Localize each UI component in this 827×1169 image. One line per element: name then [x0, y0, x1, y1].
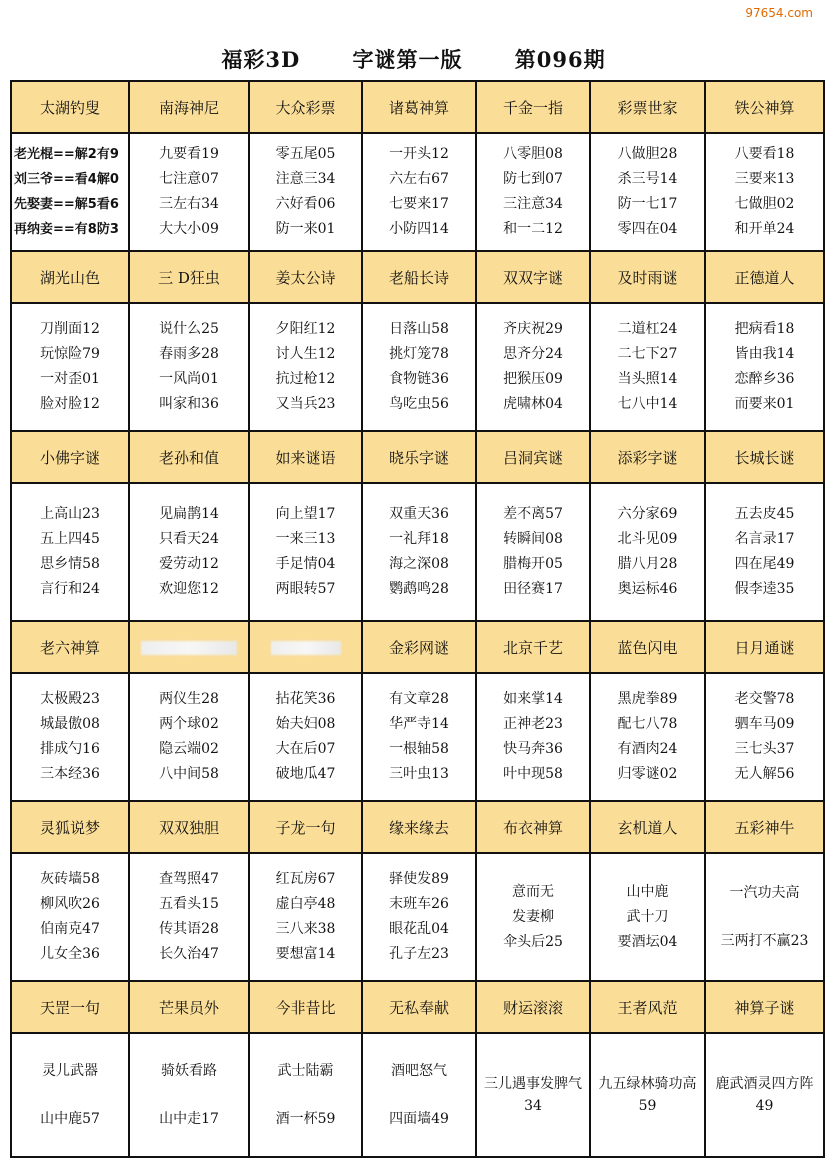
column-header: 小佛字谜 — [11, 431, 129, 483]
riddle-line: 四在尾49 — [734, 556, 795, 572]
column-header: 双双独胆 — [129, 801, 249, 853]
riddle-line: 玩惊险79 — [40, 346, 100, 362]
riddle-line: 名言录17 — [734, 531, 795, 547]
riddle-line: 脸对脸12 — [40, 396, 100, 412]
riddle-line: 意而无 — [512, 883, 554, 900]
riddle-line: 小防四14 — [389, 221, 449, 237]
riddle-line: 日落山58 — [389, 321, 449, 337]
riddle-line: 刘三爷==看4解0 — [14, 172, 119, 187]
riddle-line: 孔子左23 — [389, 946, 449, 962]
riddle-line: 始夫妇08 — [275, 716, 336, 732]
header-row — [11, 251, 824, 303]
riddle-line: 讨人生12 — [275, 346, 336, 362]
riddle-line: 山中鹿57 — [40, 1111, 100, 1127]
riddle-line: 酒一杯59 — [275, 1111, 336, 1127]
column-header: 北京千艺 — [476, 621, 590, 673]
riddle-line: 九五绿林骑功高59 — [598, 1076, 697, 1114]
riddle-line: 说什么25 — [159, 321, 219, 337]
riddle-line: 奥运标46 — [617, 581, 678, 597]
column-header: 子龙一句 — [249, 801, 362, 853]
riddle-line: 城最傲08 — [40, 716, 100, 732]
riddle-line: 七注意07 — [159, 171, 219, 187]
riddle-line: 武士陆霸 — [277, 1063, 334, 1079]
riddle-line: 先娶妻==解5看6 — [14, 197, 119, 212]
riddle-line: 黑虎拳89 — [617, 691, 678, 707]
riddle-row — [11, 673, 824, 801]
riddle-line: 骑妖看路 — [161, 1063, 217, 1079]
riddle-line: 三八来38 — [275, 921, 336, 937]
riddle-line: 三叶虫13 — [389, 766, 449, 782]
column-header: 铁公神算 — [705, 81, 824, 133]
riddle-cell — [11, 673, 129, 801]
column-header: 芒果员外 — [129, 981, 249, 1033]
column-header: 财运滚滚 — [476, 981, 590, 1033]
riddle-cell — [705, 483, 824, 621]
riddle-line: 三注意34 — [503, 196, 563, 212]
riddle-cell — [705, 133, 824, 251]
riddle-cell — [476, 673, 590, 801]
riddle-cell — [705, 673, 824, 801]
riddle-line: 伯南克47 — [40, 921, 100, 937]
riddle-cell — [129, 673, 249, 801]
column-header: 双双字谜 — [476, 251, 590, 303]
riddle-line: 一来三13 — [275, 531, 336, 547]
riddle-line: 思齐分24 — [503, 346, 563, 362]
riddle-line: 把病看18 — [734, 321, 795, 337]
riddle-line: 和一二12 — [503, 221, 563, 237]
column-header: 如来谜语 — [249, 431, 362, 483]
riddle-line: 齐庆祝29 — [503, 321, 563, 337]
riddle-line: 七做胆02 — [734, 196, 795, 212]
riddle-line: 三两打不赢23 — [720, 933, 809, 949]
header-row — [11, 431, 824, 483]
riddle-line: 叶中现58 — [503, 766, 563, 782]
riddle-line: 再纳妾==有8防3 — [14, 222, 119, 237]
riddle-line: 和开单24 — [734, 221, 795, 237]
column-header: 姜太公诗 — [249, 251, 362, 303]
riddle-line: 假李逵35 — [734, 581, 795, 597]
riddle-row — [11, 483, 824, 621]
column-header: 王者风范 — [590, 981, 705, 1033]
riddle-cell — [11, 483, 129, 621]
riddle-line: 四面墙49 — [389, 1111, 449, 1127]
riddle-row — [11, 1033, 824, 1157]
riddle-line: 发妻柳 — [512, 908, 554, 925]
column-header: 五彩神牛 — [705, 801, 824, 853]
riddle-line: 酒吧怒气 — [391, 1063, 447, 1079]
riddle-line: 长久治47 — [159, 946, 219, 962]
riddle-line: 要酒坛04 — [617, 933, 678, 950]
riddle-line: 上高山23 — [40, 506, 100, 522]
riddle-line: 虎啸林04 — [503, 396, 563, 412]
column-header: 千金一指 — [476, 81, 590, 133]
riddle-cell — [11, 853, 129, 981]
riddle-line: 把猴压09 — [503, 371, 563, 387]
page-title — [0, 44, 827, 74]
riddle-line: 大在后07 — [275, 741, 336, 757]
riddle-cell — [590, 133, 705, 251]
riddle-line: 一风尚01 — [159, 371, 219, 387]
title-lottery: 福彩3D — [221, 47, 301, 72]
riddle-line: 鹦鹉鸣28 — [389, 581, 449, 597]
riddle-line: 五去皮45 — [734, 506, 795, 522]
riddle-line: 九要看19 — [159, 146, 219, 162]
riddle-line: 末班车26 — [389, 896, 449, 912]
riddle-line: 虚白亭48 — [275, 896, 336, 912]
column-header: 南海神尼 — [129, 81, 249, 133]
watermark: 97654.com — [745, 6, 813, 20]
header-row — [11, 981, 824, 1033]
column-header — [129, 621, 249, 673]
riddle-line: 儿女全36 — [40, 946, 100, 962]
riddle-line: 八要看18 — [734, 146, 795, 162]
riddle-line: 柳风吹26 — [40, 896, 100, 912]
riddle-cell — [476, 1033, 590, 1157]
riddle-line: 眼花乱04 — [389, 921, 449, 937]
riddle-line: 两仪生28 — [159, 691, 219, 707]
riddle-line: 五看头15 — [159, 896, 219, 912]
blurred-header — [141, 641, 237, 655]
riddle-cell — [476, 483, 590, 621]
riddle-line: 皆由我14 — [734, 346, 795, 362]
riddle-line: 言行和24 — [40, 581, 100, 597]
column-header: 神算子谜 — [705, 981, 824, 1033]
riddle-line: 要想富14 — [275, 946, 336, 962]
riddle-line: 向上望17 — [275, 506, 336, 522]
riddle-line: 太极殿23 — [40, 691, 100, 707]
riddle-line: 两眼转57 — [275, 581, 336, 597]
riddle-line: 思乡情58 — [40, 556, 100, 572]
riddle-cell — [705, 1033, 824, 1157]
riddle-line: 六分家69 — [617, 506, 678, 522]
riddle-line: 六好看06 — [275, 196, 336, 212]
column-header: 三 D狂虫 — [129, 251, 249, 303]
riddle-cell — [590, 673, 705, 801]
riddle-line: 转瞬间08 — [503, 531, 563, 547]
riddle-line: 鸟吃虫56 — [389, 396, 449, 412]
riddle-line: 有文章28 — [389, 691, 449, 707]
riddle-cell — [705, 303, 824, 431]
riddle-cell — [705, 853, 824, 981]
riddle-row — [11, 853, 824, 981]
riddle-line: 叫家和36 — [159, 396, 219, 412]
riddle-line: 归零谜02 — [617, 766, 678, 782]
column-header: 诸葛神算 — [362, 81, 476, 133]
riddle-line: 老光棍==解2有9 — [14, 147, 119, 162]
riddle-line: 零五尾05 — [275, 146, 336, 162]
riddle-line: 七八中14 — [617, 396, 678, 412]
riddle-cell — [249, 673, 362, 801]
riddle-line: 驷车马09 — [734, 716, 795, 732]
riddle-cell — [362, 483, 476, 621]
riddle-cell — [362, 853, 476, 981]
riddle-line: 八做胆28 — [617, 146, 678, 162]
riddle-cell — [590, 303, 705, 431]
riddle-line: 双重天36 — [389, 506, 449, 522]
riddle-line: 见扁鹊14 — [159, 506, 219, 522]
column-header: 天罡一句 — [11, 981, 129, 1033]
column-header: 老孙和值 — [129, 431, 249, 483]
riddle-line: 手足情04 — [275, 556, 336, 572]
column-header: 布衣神算 — [476, 801, 590, 853]
column-header: 湖光山色 — [11, 251, 129, 303]
riddle-cell — [476, 133, 590, 251]
column-header: 无私奉献 — [362, 981, 476, 1033]
riddle-line: 伞头后25 — [503, 933, 563, 950]
column-header: 太湖钓叟 — [11, 81, 129, 133]
column-header: 长城长谜 — [705, 431, 824, 483]
header-row — [11, 81, 824, 133]
header-row — [11, 621, 824, 673]
riddle-cell — [11, 1033, 129, 1157]
title-edition: 字谜第一版 — [352, 47, 463, 72]
column-header: 及时雨谜 — [590, 251, 705, 303]
riddle-line: 拈花笑36 — [275, 691, 336, 707]
column-header — [249, 621, 362, 673]
riddle-line: 排成勺16 — [40, 741, 100, 757]
riddle-line: 差不离57 — [503, 506, 563, 522]
riddle-line: 隐云端02 — [159, 741, 219, 757]
riddle-cell — [590, 483, 705, 621]
riddle-line: 山中鹿 — [626, 883, 669, 900]
riddle-table — [10, 80, 825, 1158]
column-header: 金彩网谜 — [362, 621, 476, 673]
column-header: 吕洞宾谜 — [476, 431, 590, 483]
riddle-cell — [249, 483, 362, 621]
column-header: 玄机道人 — [590, 801, 705, 853]
riddle-row — [11, 133, 824, 251]
riddle-line: 三七头37 — [734, 741, 795, 757]
riddle-line: 如来掌14 — [503, 691, 563, 707]
riddle-cell — [11, 133, 129, 251]
riddle-line: 零四在04 — [617, 221, 678, 237]
column-header: 晓乐字谜 — [362, 431, 476, 483]
riddle-line: 杀三号14 — [617, 171, 678, 187]
riddle-line: 一根轴58 — [389, 741, 449, 757]
riddle-line: 有酒肉24 — [617, 741, 678, 757]
riddle-line: 而要来01 — [734, 396, 795, 412]
riddle-cell — [590, 853, 705, 981]
riddle-line: 山中走17 — [159, 1111, 219, 1127]
riddle-line: 鹿武酒灵四方阵49 — [715, 1076, 814, 1114]
riddle-cell — [249, 303, 362, 431]
column-header: 老船长诗 — [362, 251, 476, 303]
riddle-line: 六左右67 — [389, 171, 449, 187]
column-header: 添彩字谜 — [590, 431, 705, 483]
riddle-line: 恋醉乡36 — [734, 371, 795, 387]
riddle-line: 红瓦房67 — [275, 871, 336, 887]
column-header: 蓝色闪电 — [590, 621, 705, 673]
riddle-line: 抗过枪12 — [275, 371, 336, 387]
riddle-line: 大大小09 — [159, 221, 219, 237]
riddle-cell — [129, 303, 249, 431]
blurred-header — [271, 641, 341, 655]
riddle-line: 灵儿武器 — [42, 1063, 98, 1079]
riddle-line: 当头照14 — [617, 371, 678, 387]
title-issue: 第096期 — [514, 47, 606, 72]
riddle-line: 刀削面12 — [40, 321, 100, 337]
column-header: 正德道人 — [705, 251, 824, 303]
riddle-line: 五上四45 — [40, 531, 100, 547]
column-header: 灵狐说梦 — [11, 801, 129, 853]
riddle-line: 一开头12 — [389, 146, 449, 162]
riddle-line: 欢迎您12 — [159, 581, 219, 597]
riddle-line: 食物链36 — [389, 371, 449, 387]
riddle-line: 春雨多28 — [159, 346, 219, 362]
riddle-line: 二七下27 — [617, 346, 678, 362]
riddle-cell — [362, 133, 476, 251]
riddle-cell — [129, 133, 249, 251]
riddle-line: 防一来01 — [275, 221, 336, 237]
column-header: 日月通谜 — [705, 621, 824, 673]
riddle-line: 一汽功夫高 — [729, 885, 800, 901]
riddle-line: 八零胆08 — [503, 146, 563, 162]
riddle-line: 防一七17 — [617, 196, 678, 212]
riddle-line: 八中间58 — [159, 766, 219, 782]
riddle-line: 只看天24 — [159, 531, 219, 547]
riddle-line: 正神老23 — [503, 716, 563, 732]
riddle-line: 七要来17 — [389, 196, 449, 212]
riddle-line: 无人解56 — [734, 766, 795, 782]
riddle-cell — [249, 853, 362, 981]
riddle-cell — [476, 853, 590, 981]
riddle-line: 爱劳动12 — [159, 556, 219, 572]
column-header: 今非昔比 — [249, 981, 362, 1033]
riddle-cell — [476, 303, 590, 431]
riddle-line: 注意三34 — [275, 171, 336, 187]
riddle-line: 两个球02 — [159, 716, 219, 732]
riddle-line: 配七八78 — [617, 716, 678, 732]
riddle-cell — [129, 1033, 249, 1157]
riddle-cell — [129, 853, 249, 981]
riddle-line: 腊八月28 — [617, 556, 678, 572]
column-header: 老六神算 — [11, 621, 129, 673]
riddle-line: 一礼拜18 — [389, 531, 449, 547]
riddle-line: 查驾照47 — [159, 871, 219, 887]
riddle-line: 三儿遇事发脾气34 — [484, 1076, 582, 1114]
riddle-line: 三左右34 — [159, 196, 219, 212]
riddle-row — [11, 303, 824, 431]
riddle-cell — [590, 1033, 705, 1157]
riddle-cell — [362, 673, 476, 801]
riddle-line: 快马奔36 — [503, 741, 563, 757]
riddle-line: 华严寺14 — [389, 716, 449, 732]
riddle-line: 传其语28 — [159, 921, 219, 937]
riddle-line: 夕阳红12 — [275, 321, 336, 337]
riddle-cell — [249, 133, 362, 251]
riddle-cell — [249, 1033, 362, 1157]
riddle-line: 田径赛17 — [503, 581, 563, 597]
riddle-line: 海之深08 — [389, 556, 449, 572]
column-header: 缘来缘去 — [362, 801, 476, 853]
riddle-cell — [362, 1033, 476, 1157]
riddle-line: 防七到07 — [503, 171, 563, 187]
riddle-line: 三要来13 — [734, 171, 795, 187]
column-header: 彩票世家 — [590, 81, 705, 133]
riddle-line: 二道杠24 — [617, 321, 678, 337]
riddle-line: 破地瓜47 — [275, 766, 336, 782]
riddle-line: 三本经36 — [40, 766, 100, 782]
column-header: 大众彩票 — [249, 81, 362, 133]
riddle-line: 驿使发89 — [389, 871, 449, 887]
riddle-cell — [129, 483, 249, 621]
riddle-cell — [11, 303, 129, 431]
riddle-line: 老交警78 — [734, 691, 795, 707]
riddle-line: 一对歪01 — [40, 371, 100, 387]
riddle-line: 腊梅开05 — [503, 556, 563, 572]
riddle-cell — [362, 303, 476, 431]
riddle-line: 挑灯笼78 — [389, 346, 449, 362]
riddle-line: 北斗见09 — [617, 531, 678, 547]
riddle-line: 灰砖墙58 — [40, 871, 100, 887]
riddle-line: 武十刀 — [626, 908, 669, 925]
header-row — [11, 801, 824, 853]
riddle-line: 又当兵23 — [275, 396, 336, 412]
